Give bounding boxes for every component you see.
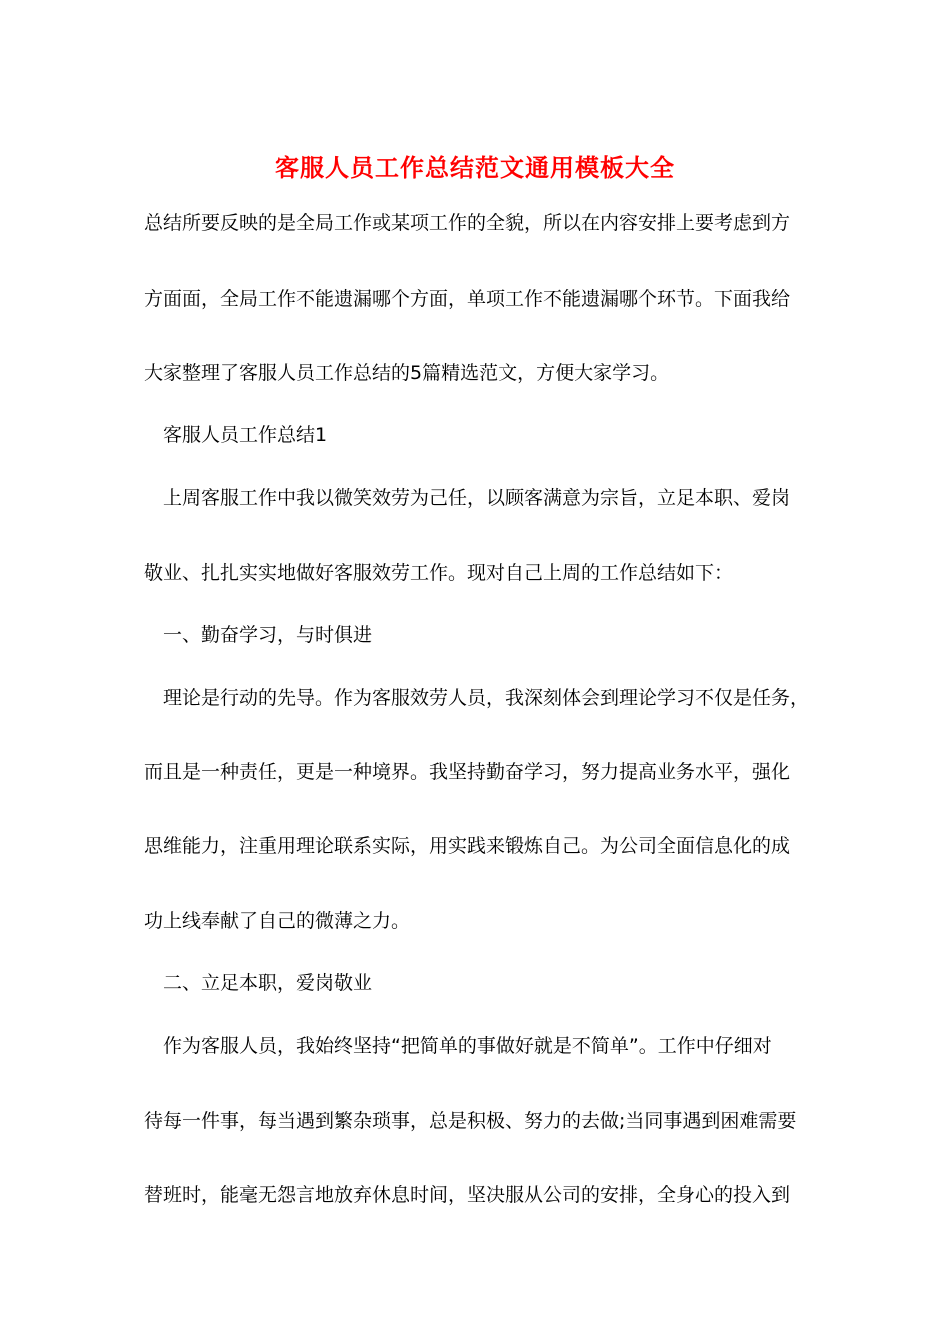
document-title: 客服人员工作总结范文通用模板大全 (275, 153, 675, 182)
paragraph-line: 理论是行动的先导。作为客服效劳人员，我深刻体会到理论学习不仅是任务， (163, 687, 810, 709)
paragraph-line: 功上线奉献了自己的微薄之力。 (144, 910, 411, 932)
paragraph-line: 作为客服人员，我始终坚持“把简单的事做好就是不简单”。工作中仔细对 (163, 1035, 772, 1057)
paragraph-line: 大家整理了客服人员工作总结的5篇精选范文，方便大家学习。 (144, 362, 670, 384)
section-heading: 客服人员工作总结1 (163, 424, 328, 446)
paragraph-line: 待每一件事，每当遇到繁杂琐事，总是积极、努力的去做;当同事遇到困难需要 (144, 1110, 797, 1132)
paragraph-line: 方面面，全局工作不能遗漏哪个方面，单项工作不能遗漏哪个环节。下面我给 (144, 288, 791, 310)
paragraph-line: 敬业、扎扎实实地做好客服效劳工作。现对自己上周的工作总结如下： (144, 562, 734, 584)
paragraph-line: 而且是一种责任，更是一种境界。我坚持勤奋学习，努力提高业务水平，强化 (144, 761, 791, 783)
section-heading: 一、勤奋学习，与时俱进 (163, 624, 373, 646)
paragraph-line: 替班时，能毫无怨言地放弃休息时间，坚决服从公司的安排，全身心的投入到 (144, 1184, 791, 1206)
paragraph-line: 总结所要反映的是全局工作或某项工作的全貌，所以在内容安排上要考虑到方 (144, 212, 791, 234)
section-heading: 二、立足本职，爱岗敬业 (163, 972, 373, 994)
paragraph-line: 上周客服工作中我以微笑效劳为己任，以顾客满意为宗旨，立足本职、爱岗 (163, 487, 791, 509)
paragraph-line: 思维能力，注重用理论联系实际，用实践来锻炼自己。为公司全面信息化的成 (144, 835, 791, 857)
